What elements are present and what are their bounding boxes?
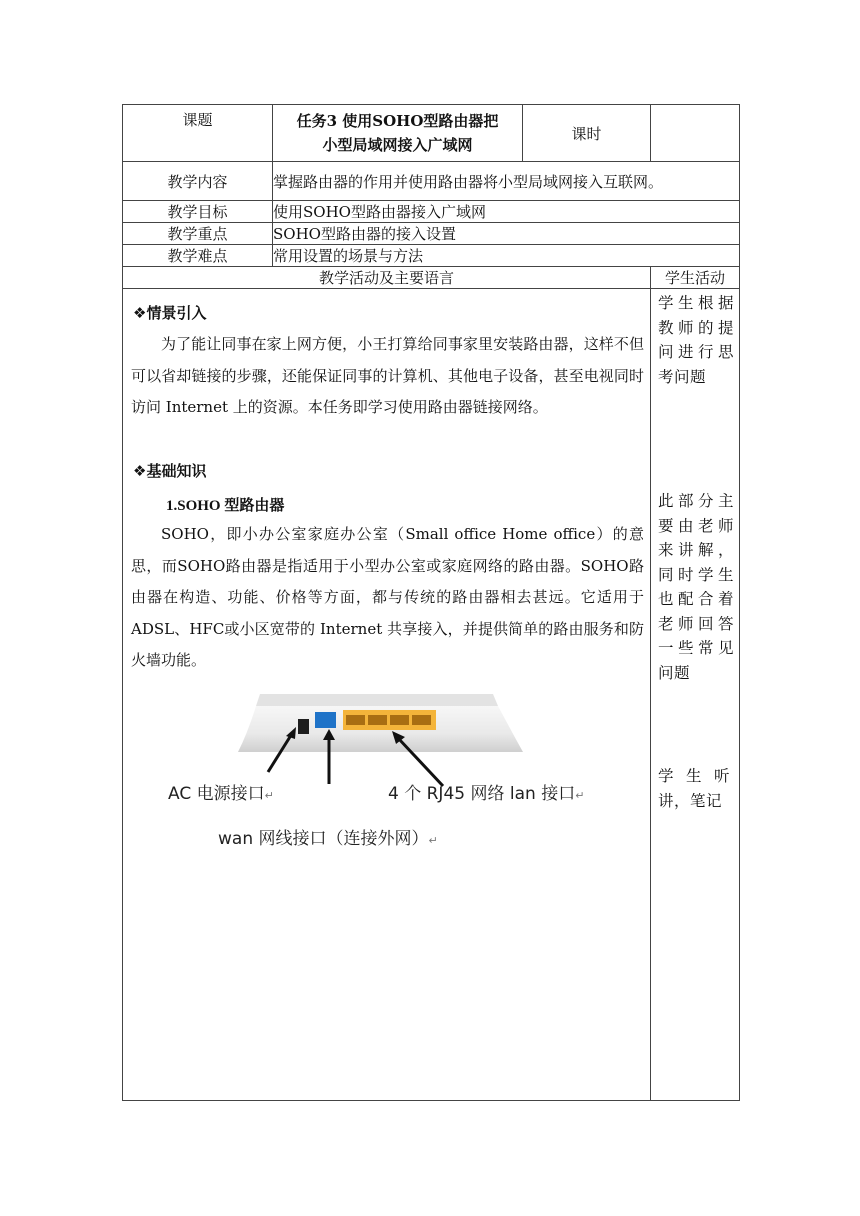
row-label-difficulty: 教学难点 — [123, 245, 273, 267]
activities-content — [123, 289, 651, 1101]
objective-row — [123, 201, 740, 223]
wan-port-label: wan 网线接口（连接外网）↵ — [218, 829, 438, 849]
row-value-content: 掌握路由器的作用并使用路由器将小型局域网接入互联网。 — [273, 162, 740, 201]
lan-port-label: 4 个 RJ45 网络 lan 接口↵ — [388, 784, 585, 804]
row-label-objective: 教学目标 — [123, 201, 273, 223]
soho-paragraph: SOHO，即小办公室家庭办公室（Small office Home office）的意思，而SOHO路由器是指适用于小型办公室或家庭网络的路由器。SOHO路由器在构造、功能、价格等方面，都与传统的路由器相去甚远。它适用于ADSL、HFC或小区宽带的 Internet 共享接入，并提供简单的路由服务和防火墙功能。 — [131, 525, 644, 669]
hours-label: 课时 — [523, 105, 651, 162]
wan-port — [315, 712, 336, 728]
student-activities-column — [651, 289, 740, 1101]
activities-header-row — [123, 267, 740, 289]
row-label-keypoint: 教学重点 — [123, 223, 273, 245]
row-value-difficulty: 常用设置的场景与方法 — [273, 245, 740, 267]
section-heading-basics — [133, 460, 206, 481]
topic-label: 课题 — [123, 105, 273, 162]
row-label-content: 教学内容 — [123, 162, 273, 201]
router-figure — [168, 694, 598, 879]
section-title-basics: 基础知识 — [146, 462, 207, 480]
activities-body-row — [123, 289, 740, 1101]
topic-title-line1: 任务3 使用SOHO型路由器把 — [296, 112, 499, 130]
ac-power-label: AC 电源接口↵ — [168, 784, 274, 804]
student-activities-header: 学生活动 — [651, 267, 740, 289]
lan-port-2 — [368, 715, 387, 725]
ac-power-port — [298, 719, 309, 734]
hours-value — [651, 105, 740, 162]
intro-paragraph: 为了能让同事在家上网方便，小王打算给同事家里安装路由器，这样不但可以省却链接的步骤，还能保证同事的计算机、其他电子设备，甚至电视同时访问 Internet 上的资源。本任务即学习使用路由器链接网络。 — [131, 335, 644, 416]
bullet-diamond-icon: ❖ — [133, 304, 147, 322]
topic-title-line2: 小型局域网接入广域网 — [322, 136, 473, 154]
student-note-1: 学生根据教师的提问进行思考问题 — [658, 294, 735, 386]
bullet-diamond-icon: ❖ — [133, 462, 147, 480]
activities-header: 教学活动及主要语言 — [123, 267, 651, 289]
router-top-shell — [256, 694, 498, 706]
section-heading-intro — [133, 302, 206, 323]
row-value-keypoint: SOHO型路由器的接入设置 — [273, 223, 740, 245]
row-value-objective: 使用SOHO型路由器接入广域网 — [273, 201, 740, 223]
lan-port-3 — [390, 715, 409, 725]
section-title-intro: 情景引入 — [146, 304, 207, 322]
keypoint-row — [123, 223, 740, 245]
student-note-2: 此部分主要由老师来讲解，同时学生也配合着老师回答一些常见问题 — [658, 492, 735, 682]
subsection-title: 1.SOHO 型路由器 — [166, 498, 285, 514]
content-row — [123, 162, 740, 201]
topic-title — [273, 105, 523, 162]
lan-port-1 — [346, 715, 365, 725]
lesson-plan-table — [122, 104, 740, 1101]
student-note-3: 学生听讲，笔记 — [658, 767, 731, 810]
difficulty-row — [123, 245, 740, 267]
lan-port-4 — [412, 715, 431, 725]
topic-row — [123, 105, 740, 162]
